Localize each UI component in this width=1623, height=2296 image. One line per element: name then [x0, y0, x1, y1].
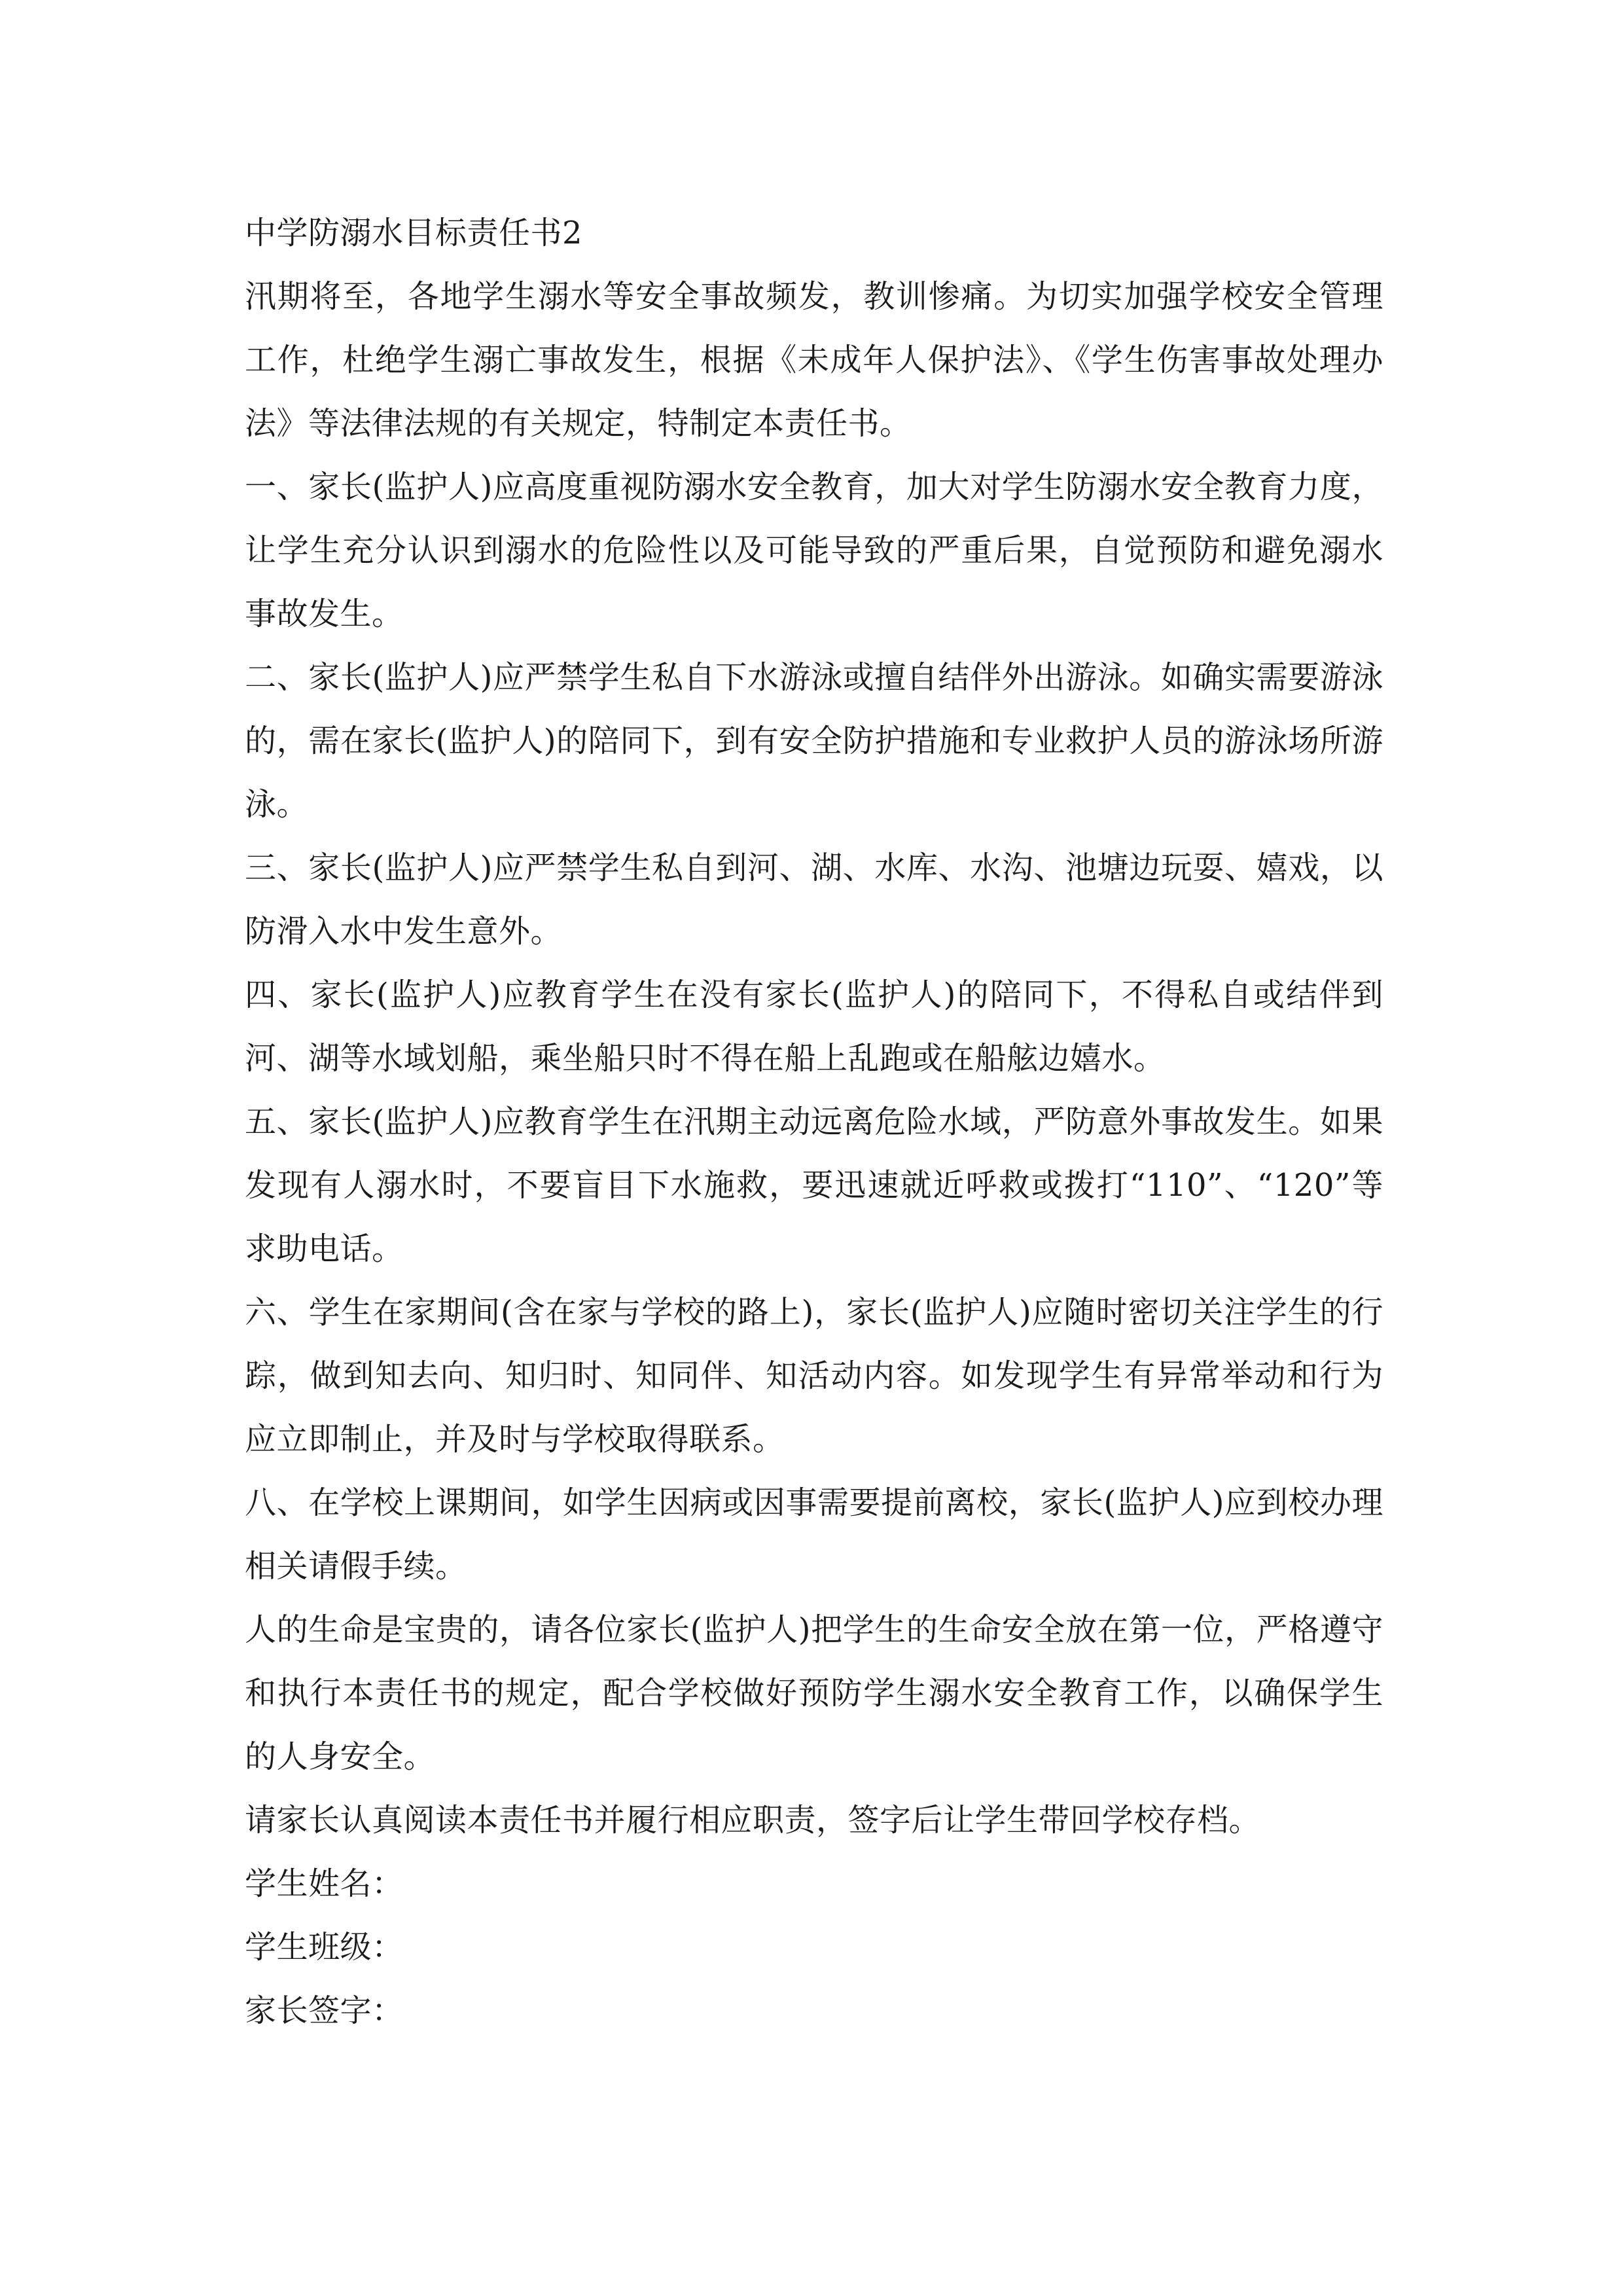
paragraph-intro: 汛期将至，各地学生溺水等安全事故频发，教训惨痛。为切实加强学校安全管理工作，杜绝学生溺亡事故发生，根据《未成年人保护法》、《学生伤害事故处理办法》等法律法规的有关规定，特制定本责任书。: [245, 278, 1383, 442]
student-name-field: 学生姓名：: [245, 1865, 404, 1902]
paragraph-instruction: 请家长认真阅读本责任书并履行相应职责，签字后让学生带回学校存档。: [245, 1802, 1261, 1839]
document-title: 中学防溺水目标责任书2: [245, 215, 583, 251]
paragraph-clause-4: 四、家长(监护人)应教育学生在没有家长(监护人)的陪同下，不得私自或结伴到河、湖等水域划船，乘坐船只时不得在船上乱跑或在船舷边嬉水。: [245, 977, 1383, 1077]
parent-signature-field: 家长签字：: [245, 1992, 404, 2029]
paragraph-clause-5: 五、家长(监护人)应教育学生在汛期主动远离危险水域，严防意外事故发生。如果发现有人溺水时，不要盲目下水施救，要迅速就近呼救或拨打“110”、“120”等求助电话。: [245, 1103, 1383, 1267]
paragraph-clause-1: 一、家长(监护人)应高度重视防溺水安全教育，加大对学生防溺水安全教育力度，让学生充分认识到溺水的危险性以及可能导致的严重后果，自觉预防和避免溺水事故发生。: [245, 469, 1383, 632]
document-body: [245, 202, 1383, 2043]
paragraph-clause-3: 三、家长(监护人)应严禁学生私自到河、湖、水库、水沟、池塘边玩耍、嬉戏，以防滑入水中发生意外。: [245, 850, 1383, 950]
student-class-field: 学生班级：: [245, 1929, 404, 1965]
paragraph-closing: 人的生命是宝贵的，请各位家长(监护人)把学生的生命安全放在第一位，严格遵守和执行本责任书的规定，配合学校做好预防学生溺水安全教育工作，以确保学生的人身安全。: [245, 1611, 1383, 1775]
paragraph-clause-8: 八、在学校上课期间，如学生因病或因事需要提前离校，家长(监护人)应到校办理相关请假手续。: [245, 1484, 1383, 1585]
paragraph-clause-6: 六、学生在家期间(含在家与学校的路上)，家长(监护人)应随时密切关注学生的行踪，做到知去向、知归时、知同伴、知活动内容。如发现学生有异常举动和行为应立即制止，并及时与学校取得联系。: [245, 1294, 1383, 1458]
paragraph-clause-2: 二、家长(监护人)应严禁学生私自下水游泳或擅自结伴外出游泳。如确实需要游泳的，需在家长(监护人)的陪同下，到有安全防护措施和专业救护人员的游泳场所游泳。: [245, 659, 1383, 823]
